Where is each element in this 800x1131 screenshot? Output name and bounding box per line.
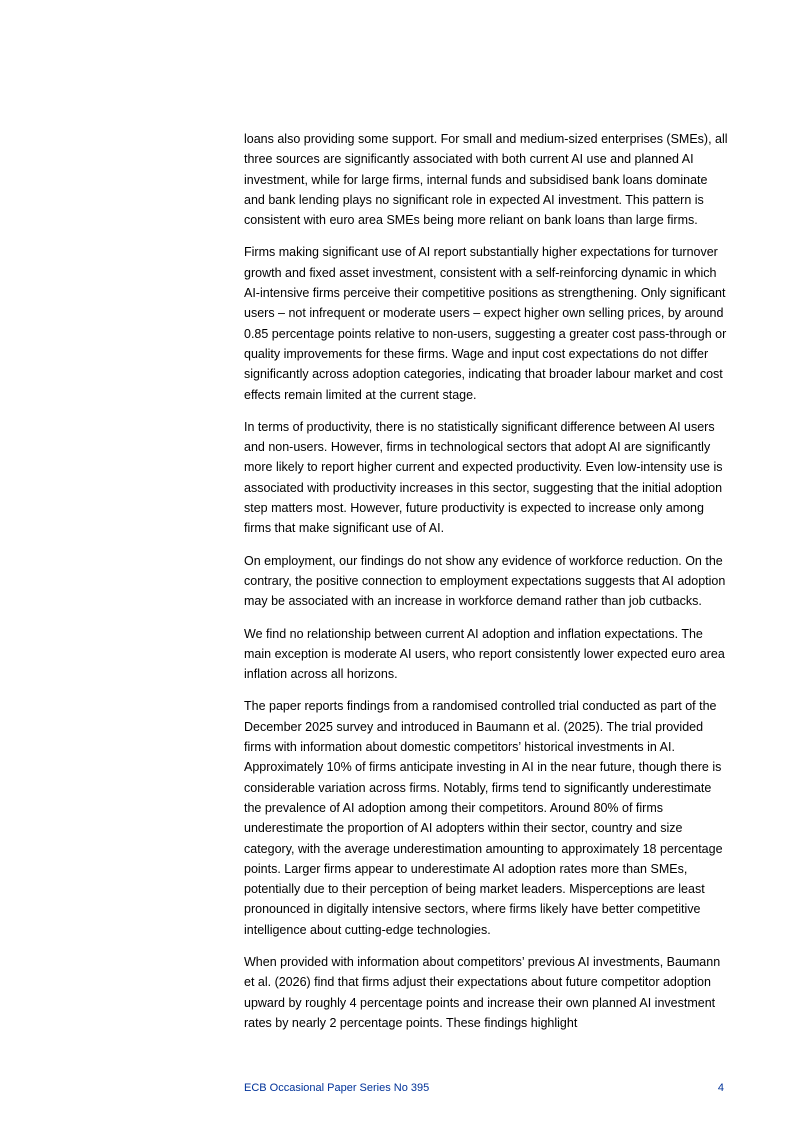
paragraph: We find no relationship between current AI adoption and inflation expectations. The main exception is moderate AI users, who report consistently lower expected euro area inflation across all horizons.: [244, 626, 725, 682]
paragraph: In terms of productivity, there is no statistically significant difference between AI users and non-users. However, firms in technological sectors that adopt AI are significantly more likely to report higher current and expected productivity. Even low-intensity use is associated with productivity increases in this sector, suggesting that the initial adoption step matters most. However, future productivity is expected to increase only among firms that make significant use of AI.: [244, 419, 723, 536]
paragraph: On employment, our findings do not show any evidence of workforce reduction. On the contrary, the positive connection to employment expectations suggests that AI adoption may be associated with an increase in workforce demand rather than job cutbacks.: [244, 553, 726, 609]
paragraph: Firms making significant use of AI report substantially higher expectations for turnover growth and fixed asset investment, consistent with a self-reinforcing dynamic in which AI-intensive firms perceive their competitive positions as strengthening. Only significant users – not infrequent or moderate users – expect higher own selling prices, by around 0.85 percentage points relative to non-users, suggesting a greater cost pass-through or quality improvements for these firms. Wage and input cost expectations do not differ significantly across adoption categories, indicating that broader labour market and cost effects remain limited at the current stage.: [244, 245, 727, 402]
paragraph: The paper reports findings from a randomised controlled trial conducted as part of the December 2025 survey and introduced in Baumann et al. (2025). The trial provided firms with information about domestic competitors’ historical investments in AI. Approximately 10% of firms anticipate investing in AI in the near future, though there is considerable variation across firms. Notably, firms tend to significantly underestimate the prevalence of AI adoption among their competitors. Around 80% of firms underestimate the proportion of AI adopters within their sector, country and size category, with the average underestimation amounting to approximately 18 percentage points. Larger firms appear to underestimate AI adoption rates more than SMEs, potentially due to their perception of being market leaders. Misperceptions are least pronounced in digitally intensive sectors, where firms likely have better competitive intelligence about cutting-edge technologies.: [244, 699, 723, 937]
body-text: [244, 129, 728, 1045]
footer-page-number: 4: [717, 1082, 724, 1094]
footer-series-title: ECB Occasional Paper Series No 395: [244, 1082, 430, 1094]
paragraph: loans also providing some support. For small and medium-sized enterprises (SMEs), all three sources are significantly associated with both current AI use and planned AI investment, while for large firms, internal funds and subsidised bank loans dominate and bank lending plays no significant role in expected AI investment. This pattern is consistent with euro area SMEs being more reliant on bank loans than large firms.: [244, 132, 728, 228]
page-footer: [244, 1081, 724, 1095]
paragraph: When provided with information about competitors’ previous AI investments, Baumann et al. (2026) find that firms adjust their expectations about future competitor adoption upward by roughly 4 percentage points and increase their own planned AI investment rates by nearly 2 percentage points. These findings highlight: [244, 954, 721, 1030]
